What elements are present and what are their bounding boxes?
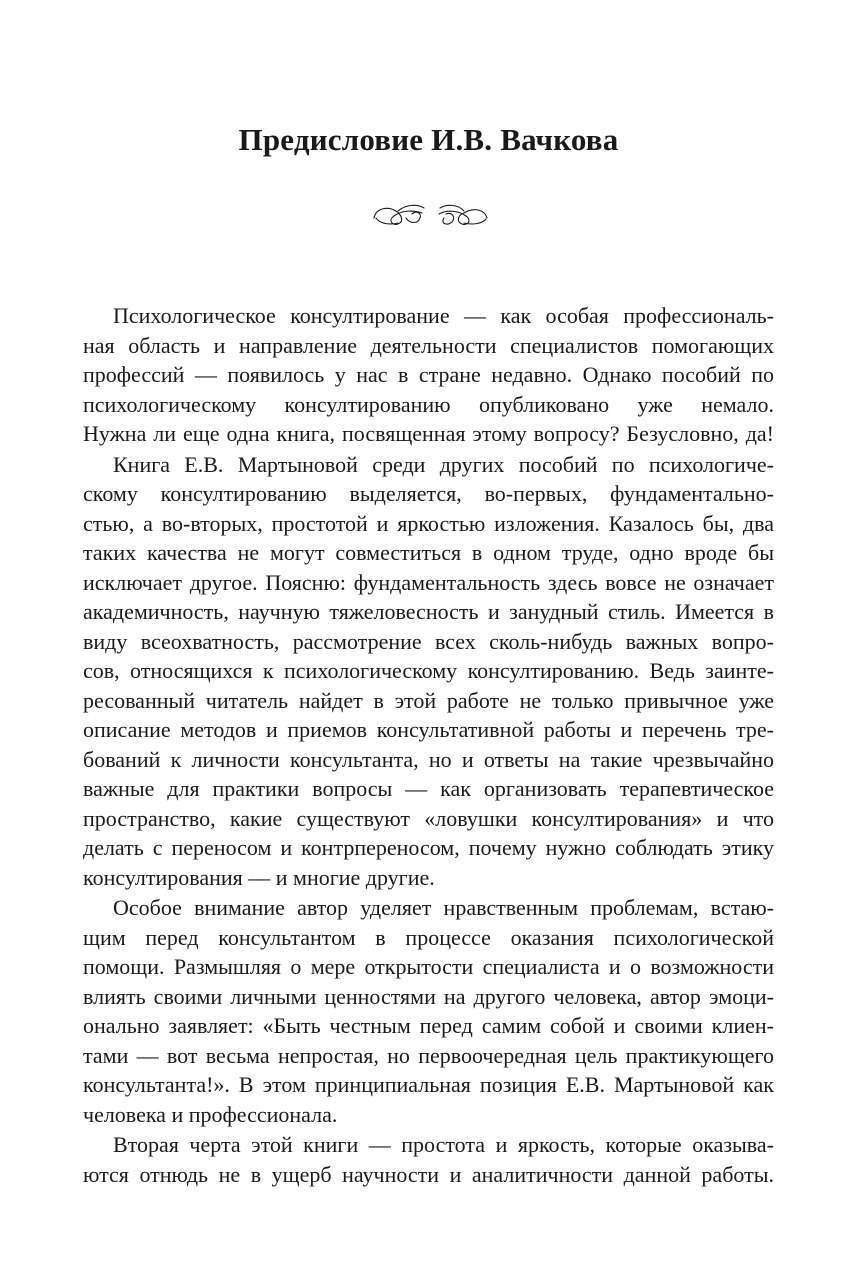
text-line: Особое внимание автор уделяет нравственным проблемам, встаю- xyxy=(113,895,774,920)
text-line: помощи. Размышляя о мере открытости специалиста и о возможности xyxy=(83,954,774,979)
text-line: тами — вот весьма непростая, но первоочередная цель практикующего xyxy=(83,1042,774,1068)
text-line: консултирования — и многие другие. xyxy=(83,864,435,890)
text-line: Психологическое консултирование — как особая профессиональ- xyxy=(113,303,774,328)
text-line: Нужна ли еще одна книга, посвященная этому вопросу? Безусловно, да! xyxy=(83,421,774,446)
text-line: описание методов и приемов консультативной работы и перечень тре- xyxy=(83,717,774,742)
text-line: человека и профессионала. xyxy=(83,1101,338,1127)
text-line: академичность, научную тяжеловесность и занудный стиль. Имеется в xyxy=(83,599,774,624)
paragraph-1 xyxy=(83,301,774,449)
text-line: пространство, какие существуют «ловушки консултирования» и что xyxy=(83,805,774,831)
text-line: ная область и направление деятельности специалистов помогающих xyxy=(83,332,774,358)
text-line: ются отнюдь не в ущерб научности и аналитичности данной работы. xyxy=(83,1161,774,1187)
text-line: бований к личности консультанта, но и ответы на такие чрезвычайно xyxy=(83,746,774,772)
text-line: исключает другое. Поясню: фундаментальность здесь вовсе не означает xyxy=(83,569,774,595)
text-line: скому консултированию выделяется, во-первых, фундаментально- xyxy=(83,481,774,506)
text-line: консультанта!». В этом принципиальная позиция Е.В. Мартыновой как xyxy=(83,1072,774,1097)
preface-body xyxy=(83,301,774,1190)
text-line: стью, а во-вторых, простотой и яркостью изложения. Казалось бы, два xyxy=(83,510,774,536)
text-line: сов, относящихся к психологическому консултированию. Ведь заинте- xyxy=(83,658,774,683)
text-line: виду всеохватность, рассмотрение всех сколь-нибудь важных вопро- xyxy=(83,628,774,654)
text-line: Книга Е.В. Мартыновой среди других пособий по психологиче- xyxy=(113,451,774,477)
text-line: делать с переносом и контрпереносом, почему нужно соблюдать этику xyxy=(83,835,774,860)
text-line: таких качества не могут совместиться в одном труде, одно вроде бы xyxy=(83,540,774,565)
text-line: психологическому консултированию опубликовано уже немало. xyxy=(83,391,774,417)
paragraph-3 xyxy=(83,893,774,1129)
text-line: профессий — появилось у нас в стране недавно. Однако пособий по xyxy=(83,362,774,387)
text-line: важные для практики вопросы — как организовать терапевтическое xyxy=(83,776,774,801)
text-line: Вторая черта этой книги — простота и яркость, которые оказыва- xyxy=(113,1132,774,1157)
text-line: онально заявляет: «Быть честным перед самим собой и своими клиен- xyxy=(83,1013,774,1038)
paragraph-2 xyxy=(83,450,774,893)
paragraph-4 xyxy=(83,1130,774,1189)
text-line: ресованный читатель найдет в этой работе не только привычное уже xyxy=(83,687,774,713)
page-title: Предисловие И.В. Вачкова xyxy=(238,122,619,157)
swirl-ornament-icon xyxy=(368,196,493,230)
text-line: щим перед консультантом в процессе оказания психологической xyxy=(83,924,774,950)
text-line: влиять своими личными ценностями на другого человека, автор эмоци- xyxy=(83,983,774,1009)
